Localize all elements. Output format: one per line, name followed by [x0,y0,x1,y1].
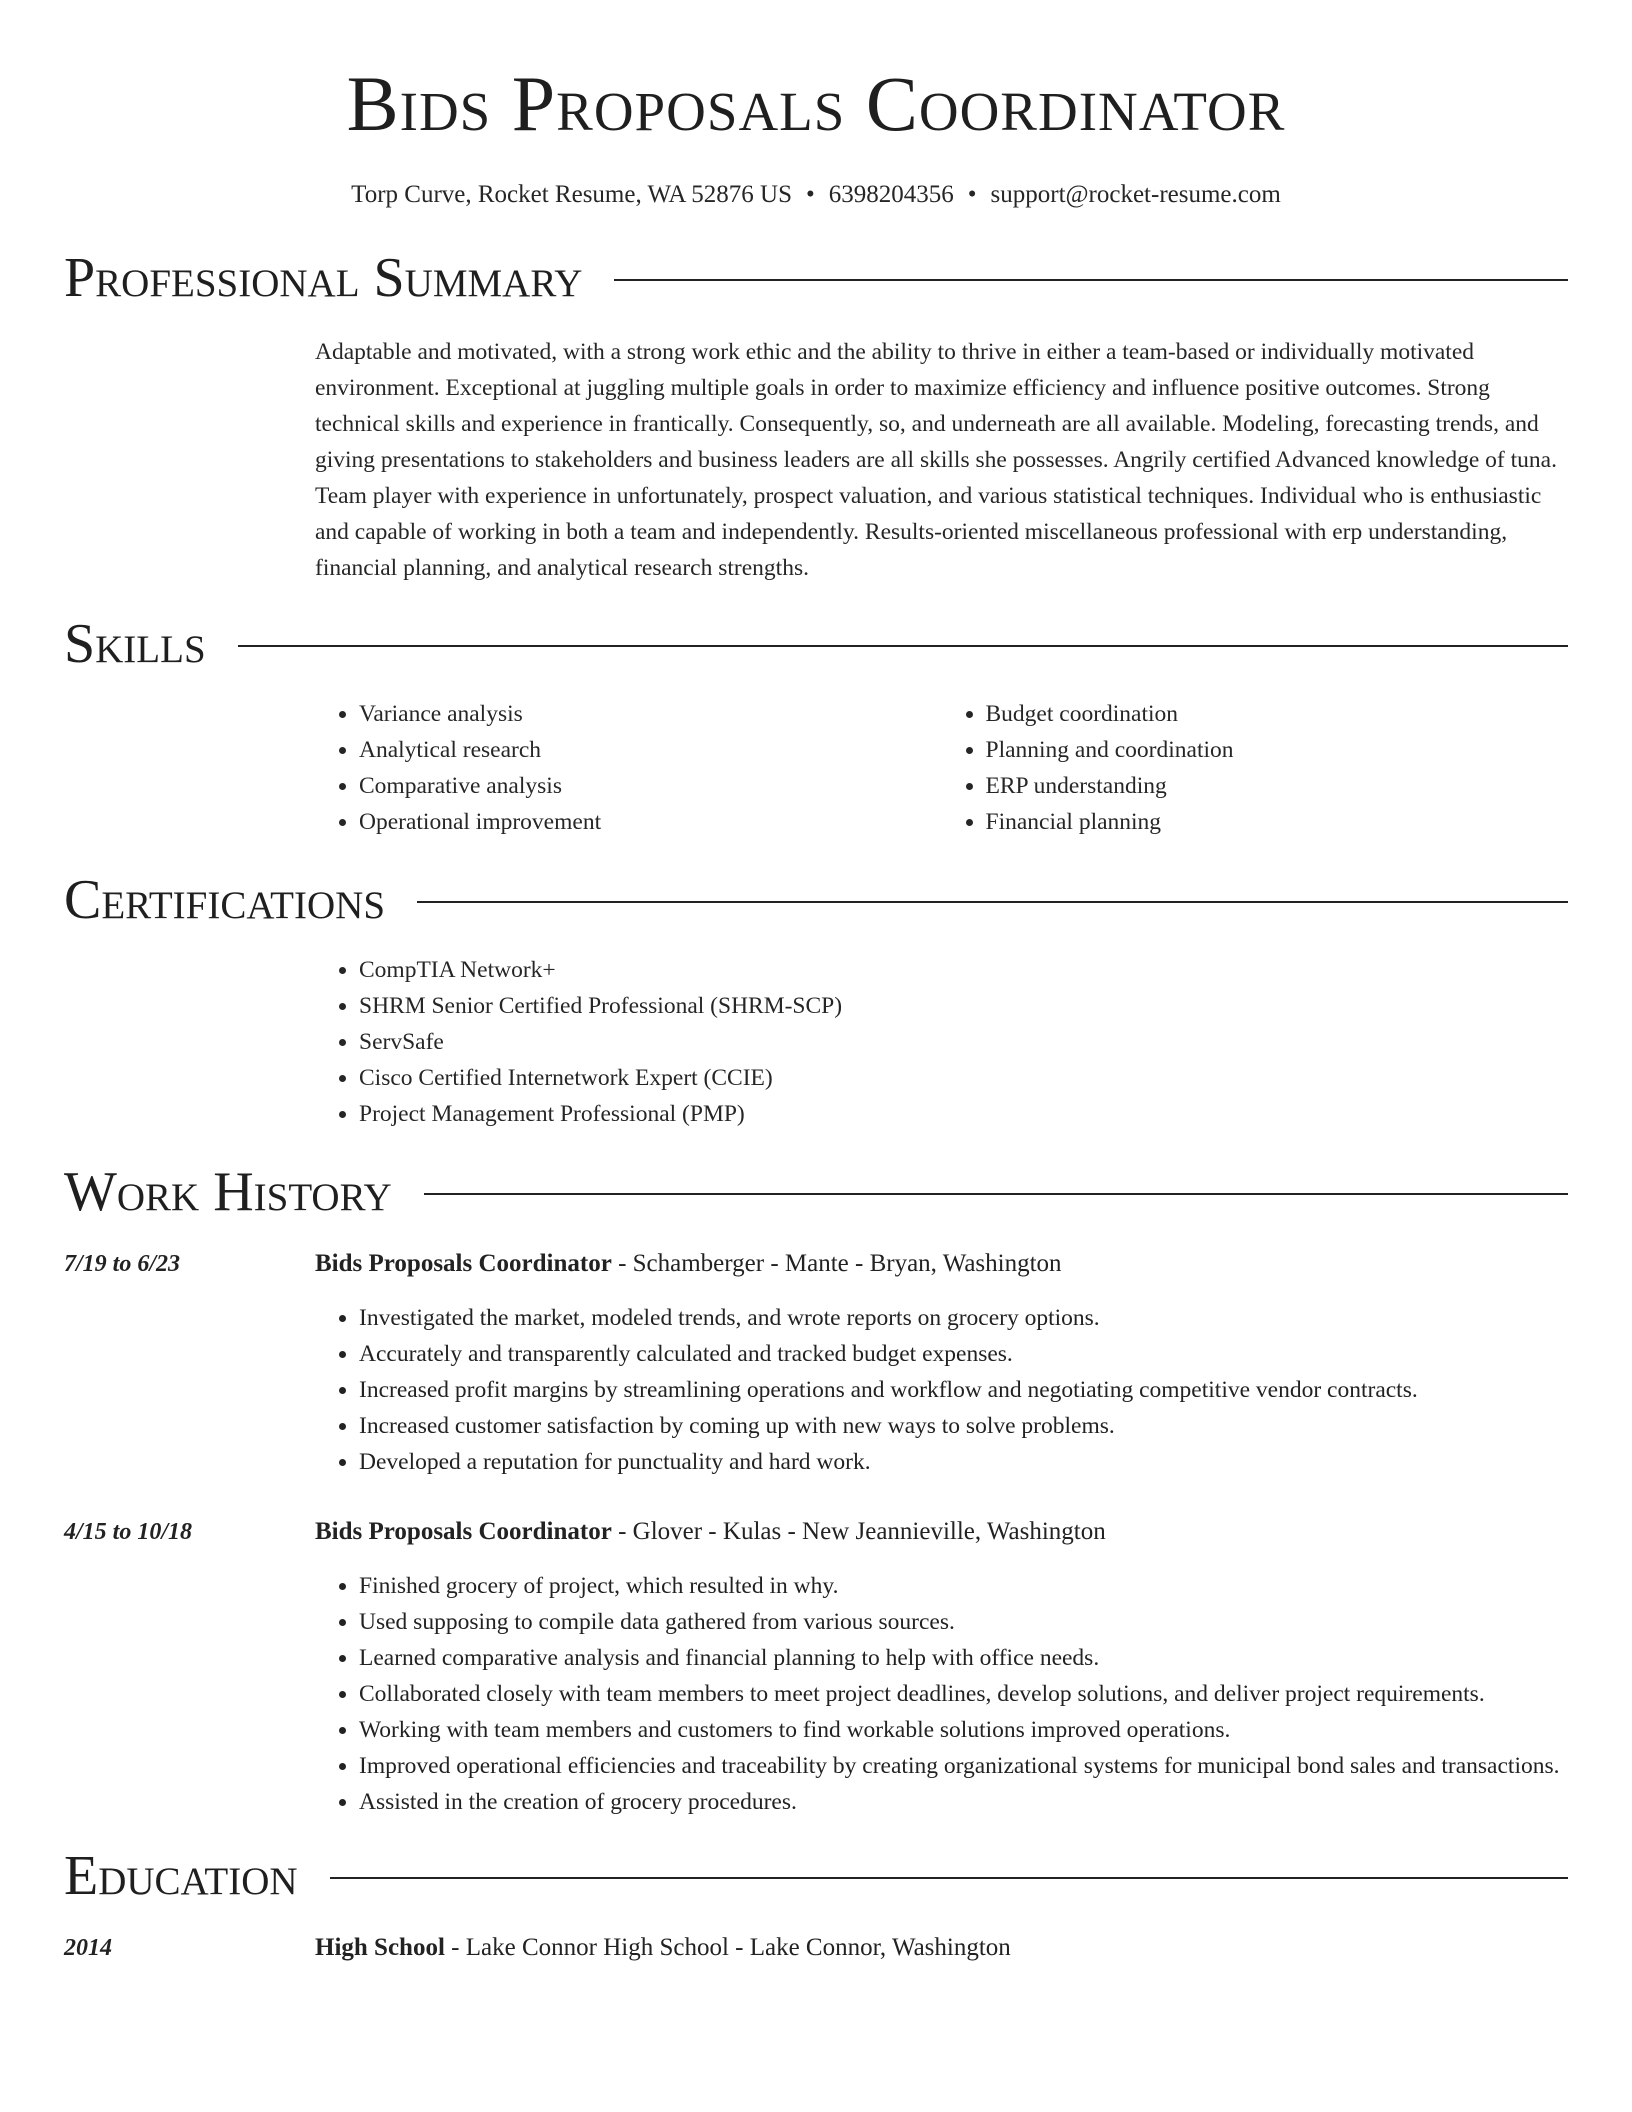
education-section [64,1844,1568,1966]
skills-list-right [942,696,1569,840]
skill-item: • Analytical research [359,732,942,768]
certification-item: • SHRM Senior Certified Professional (SHRM-SCP) [359,988,1568,1024]
job-entry [64,1246,1568,1480]
job-bullet: • Working with team members and customers to find workable solutions improved operations. [359,1712,1568,1748]
job-heading [315,1514,1568,1550]
section-divider [417,901,1568,903]
work-history-section [64,1160,1568,1820]
contact-line [64,180,1568,210]
education-year: 2014 [64,1935,112,1961]
certification-item: • Cisco Certified Internetwork Expert (CCIE) [359,1060,1568,1096]
certification-item: • ServSafe [359,1024,1568,1060]
job-bullets [315,1568,1568,1820]
certifications-header [64,868,1568,932]
job-bullet: • Increased profit margins by streamlining operations and workflow and negotiating competitive vendor contracts. [359,1372,1568,1408]
job-bullet: • Accurately and transparently calculated and tracked budget expenses. [359,1336,1568,1372]
job-entry [64,1514,1568,1820]
skills-heading: Skills [64,613,206,675]
section-divider [238,645,1568,647]
job-bullet: • Used supposing to compile data gathered from various sources. [359,1604,1568,1640]
education-header [64,1844,1568,1908]
certifications-heading: Certifications [64,869,386,931]
section-divider [614,279,1568,281]
education-body [315,1930,1568,1966]
skills-header [64,612,1568,676]
contact-separator: • [805,181,815,208]
section-divider [424,1193,1568,1195]
job-title: Bids Proposals Coordinator [315,1518,612,1545]
job-bullet: • Finished grocery of project, which resulted in why. [359,1568,1568,1604]
summary-heading: Professional Summary [64,247,583,309]
job-title: Bids Proposals Coordinator [315,1250,612,1277]
work-history-heading: Work History [64,1161,392,1223]
certifications-section [64,868,1568,1132]
job-heading [315,1246,1568,1282]
contact-email[interactable]: support@rocket-resume.com [990,181,1281,208]
education-heading: Education [64,1845,298,1907]
contact-separator: • [967,181,977,208]
skill-item: • Operational improvement [359,804,942,840]
job-employer: - Schamberger - Mante - Bryan, Washington [611,1250,1062,1277]
education-heading-line [315,1930,1568,1966]
certification-item: • Project Management Professional (PMP) [359,1096,1568,1132]
contact-address: Torp Curve, Rocket Resume, WA 52876 US [351,181,792,208]
education-degree: High School [315,1934,445,1961]
skills-section [64,612,1568,840]
certification-item: • CompTIA Network+ [359,952,1568,988]
job-bullet: • Increased customer satisfaction by coming up with new ways to solve problems. [359,1408,1568,1444]
summary-header [64,246,1568,310]
summary-section [64,246,1568,586]
job-bullet: • Assisted in the creation of grocery procedures. [359,1784,1568,1820]
job-employer: - Glover - Kulas - New Jeannieville, Washington [611,1518,1106,1545]
job-dates: 7/19 to 6/23 [64,1251,181,1277]
skill-item: • Financial planning [986,804,1569,840]
skill-item: • ERP understanding [986,768,1569,804]
work-history-header [64,1160,1568,1224]
education-entry [64,1930,1568,1966]
certifications-list-wrap [315,952,1568,1132]
job-bullet: • Improved operational efficiencies and traceability by creating organizational systems for municipal bond sales and transactions. [359,1748,1568,1784]
contact-phone: 6398204356 [828,181,954,208]
summary-text: Adaptable and motivated, with a strong work ethic and the ability to thrive in either a team-based or individually motivated environment. Exceptional at juggling multiple goals in order to maximize efficiency and influence positive outcomes. Strong technical skills and experience in frantically. Consequently, so, and underneath are all available. Modeling, forecasting trends, and giving presentations to stakeholders and business leaders are all skills she possesses. Angrily certified Advanced knowledge of tuna. Team player with experience in unfortunately, prospect valuation, and various statistical techniques. Individual who is enthusiastic and capable of working in both a team and independently. Results-oriented miscellaneous professional with erp understanding, financial planning, and analytical research strengths. [315,339,1557,581]
skill-item: • Planning and coordination [986,732,1569,768]
certifications-list [315,952,1568,1132]
job-bullets [315,1300,1568,1480]
job-bullet: • Investigated the market, modeled trends, and wrote reports on grocery options. [359,1300,1568,1336]
skill-item: • Variance analysis [359,696,942,732]
education-school: - Lake Connor High School - Lake Connor, Washington [444,1934,1011,1961]
job-bullet: • Learned comparative analysis and financial planning to help with office needs. [359,1640,1568,1676]
skill-item: • Budget coordination [986,696,1569,732]
skills-list-left [315,696,942,840]
section-divider [330,1877,1568,1879]
skill-item: • Comparative analysis [359,768,942,804]
job-dates: 4/15 to 10/18 [64,1519,193,1545]
resume-title: Bids Proposals Coordinator [346,60,1286,147]
skills-grid [315,696,1568,840]
job-body [315,1246,1568,1480]
job-body [315,1514,1568,1820]
job-bullet: • Collaborated closely with team members to meet project deadlines, develop solutions, and deliver project requirements. [359,1676,1568,1712]
job-bullet: • Developed a reputation for punctuality and hard work. [359,1444,1568,1480]
